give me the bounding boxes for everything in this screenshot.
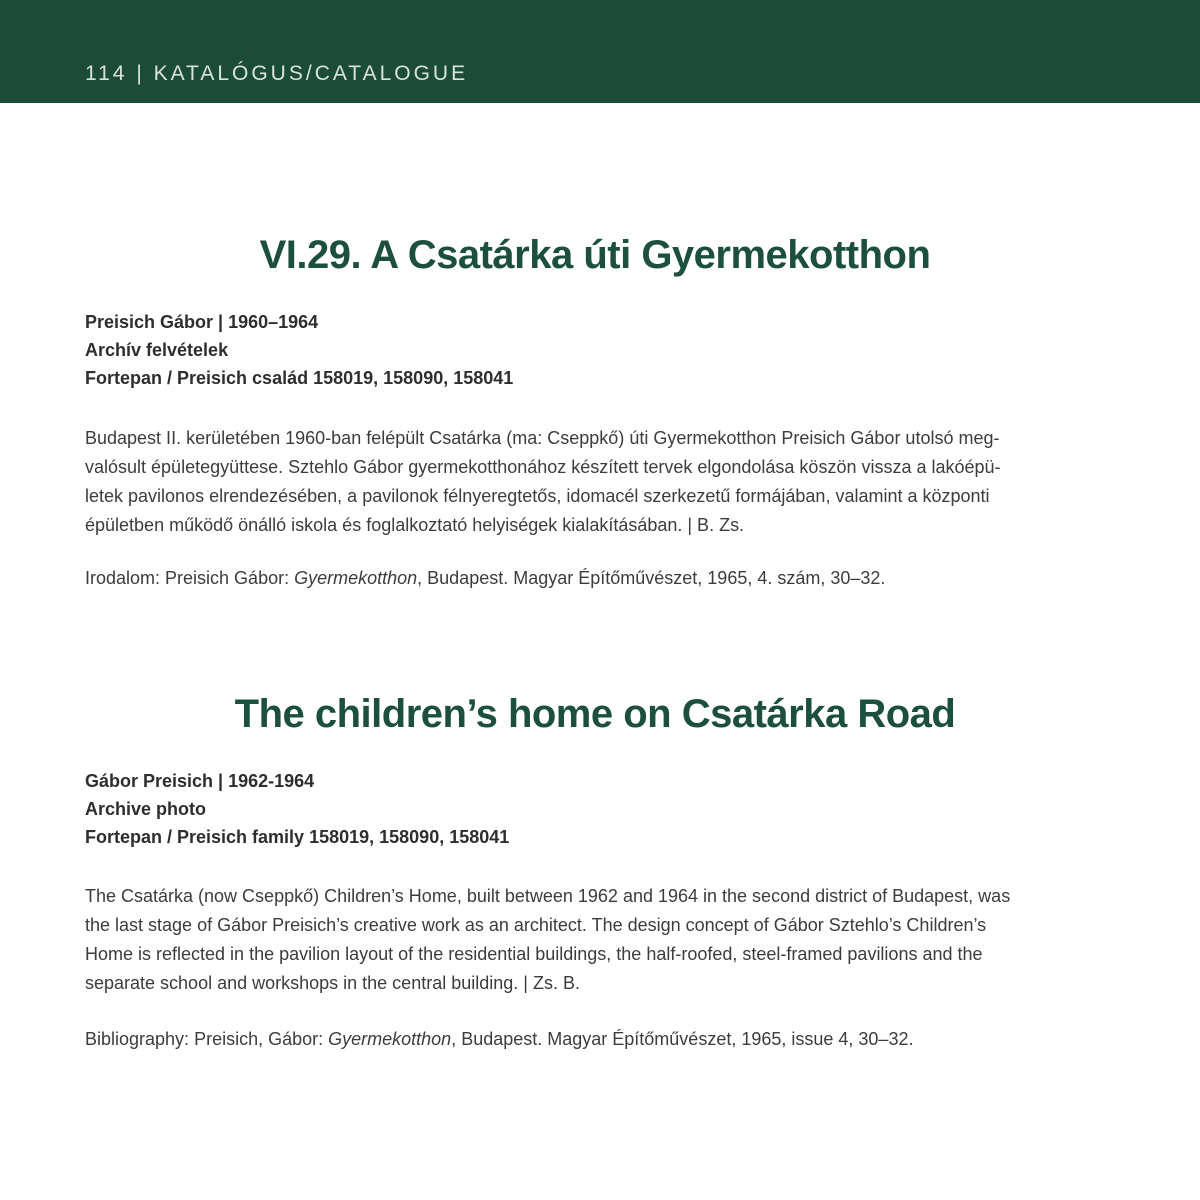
reference-suffix: , Budapest. Magyar Építőművészet, 1965, 4. szám, 30–32. xyxy=(417,568,886,588)
body-line: separate school and workshops in the central building. | Zs. B. xyxy=(85,973,580,993)
entry-meta-hungarian xyxy=(85,308,1105,392)
body-line: the last stage of Gábor Preisich’s creative work as an architect. The design concept of Gábor Sztehlo’s Children’s xyxy=(85,915,987,935)
meta-author-dates: Gábor Preisich | 1962-1964 xyxy=(85,771,315,791)
meta-source-ids: Fortepan / Preisich család 158019, 158090, 158041 xyxy=(85,368,514,388)
body-line: The Csatárka (now Cseppkő) Children’s Home, built between 1962 and 1964 in the second district of Budapest, was xyxy=(85,886,1011,906)
body-line: valósult épületegyüttese. Sztehlo Gábor gyermekotthonához készített tervek elgondolása köszön vissza a lakóépü- xyxy=(85,457,1001,477)
bibliography-hungarian xyxy=(85,564,1105,593)
body-line: Budapest II. kerületében 1960-ban felépült Csatárka (ma: Cseppkő) úti Gyermekotthon Preisich Gábor utolsó meg- xyxy=(85,428,1000,448)
meta-media-type: Archive photo xyxy=(85,799,207,819)
header-running-title: 114 | KATALÓGUS/CATALOGUE xyxy=(85,62,469,85)
entry-meta-english xyxy=(85,767,1105,851)
page-header-bar xyxy=(0,0,1200,103)
reference-prefix: Irodalom: Preisich Gábor: xyxy=(85,568,295,588)
meta-author-dates: Preisich Gábor | 1960–1964 xyxy=(85,312,319,332)
meta-media-type: Archív felvételek xyxy=(85,340,229,360)
reference-suffix: , Budapest. Magyar Építőművészet, 1965, issue 4, 30–32. xyxy=(451,1029,914,1049)
body-line: Home is reflected in the pavilion layout of the residential buildings, the half-roofed, steel-framed pavilions and the xyxy=(85,944,983,964)
reference-prefix: Bibliography: Preisich, Gábor: xyxy=(85,1029,329,1049)
meta-source-ids: Fortepan / Preisich family 158019, 158090, 158041 xyxy=(85,827,510,847)
entry-body-english xyxy=(85,882,1105,998)
reference-work-title: Gyermekotthon xyxy=(294,568,418,588)
bibliography-english xyxy=(85,1025,1105,1054)
entry-body-hungarian xyxy=(85,424,1105,540)
body-line: épületben működő önálló iskola és foglalkoztató helyiségek kialakításában. | B. Zs. xyxy=(85,515,745,535)
page-content xyxy=(0,231,1200,1054)
entry-title-hungarian: VI.29. A Csatárka úti Gyermekotthon xyxy=(259,233,931,277)
body-line: letek pavilonos elrendezésében, a pavilonok félnyeregtetős, idomacél szerkezetű formájában, valamint a központi xyxy=(85,486,990,506)
reference-work-title: Gyermekotthon xyxy=(328,1029,452,1049)
entry-title-english: The children’s home on Csatárka Road xyxy=(234,692,956,736)
